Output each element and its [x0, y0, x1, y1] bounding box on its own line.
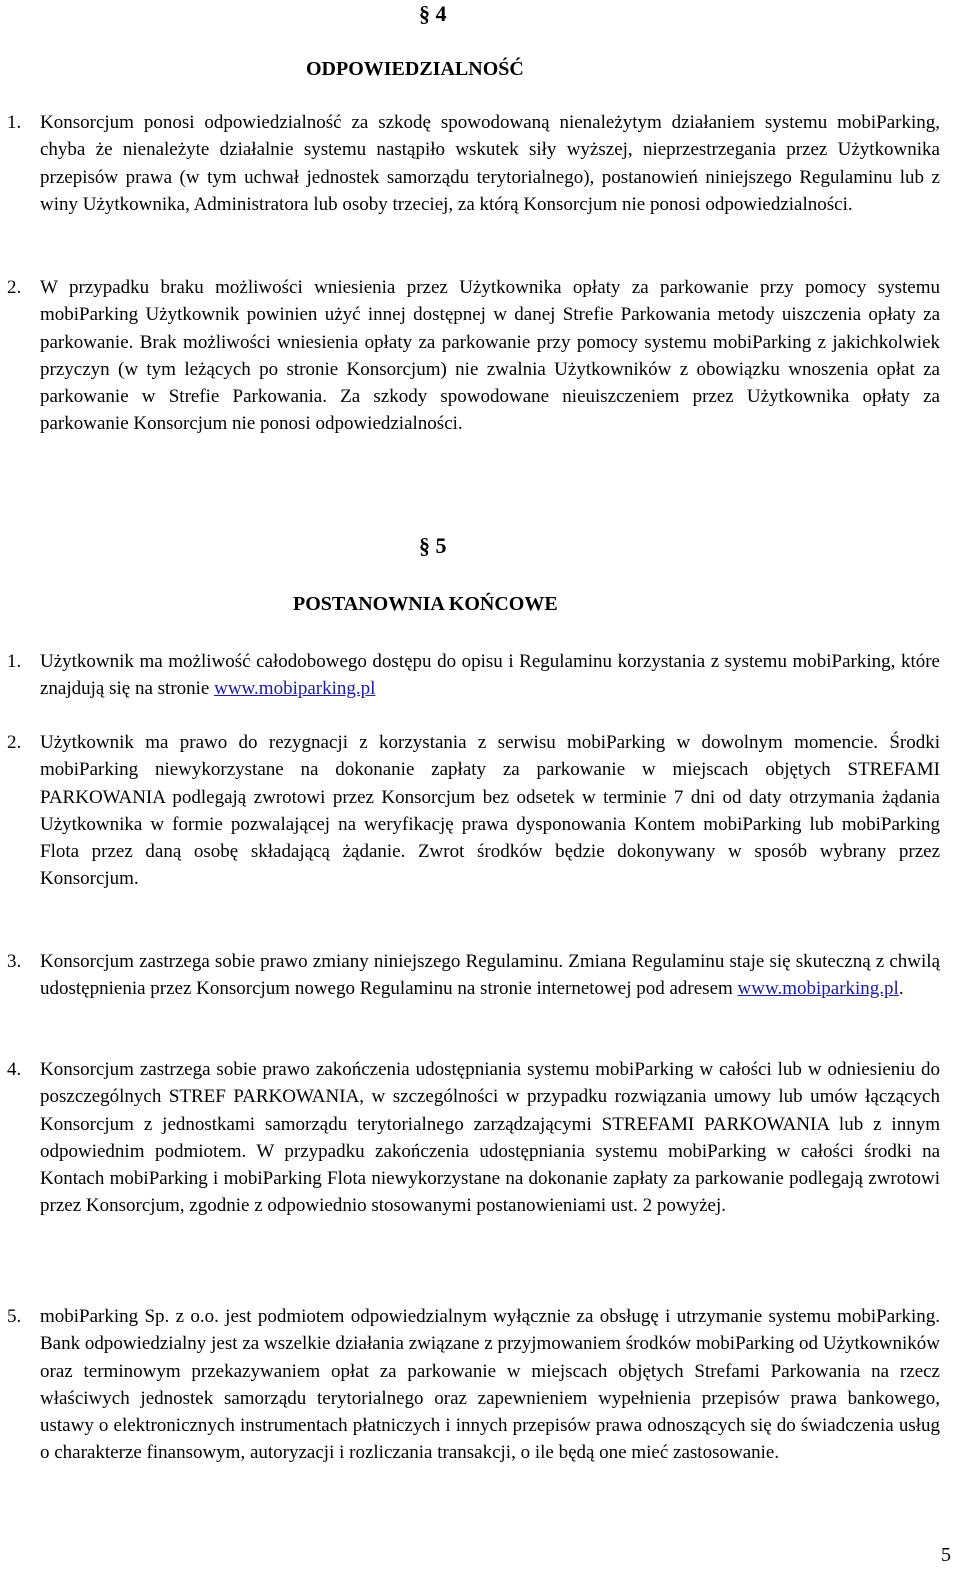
item-text-part: Użytkownik ma możliwość całodobowego dostępu do opisu i Regulaminu korzystania z systemu mobiParking, które znajdują się na stronie — [40, 651, 940, 700]
item-text: Konsorcjum ponosi odpowiedzialność za szkodę spowodowaną nienależytym działaniem systemu mobiParking, chyba że nienależyte działalnie systemu nastąpiło wskutek siły wyższej, nieprzestrzegania przez Użytkownika przepisów prawa (w tym uchwał jednostek samorządu terytorialnego), postanowień niniejszego Regulaminu lub z winy Użytkownika, Administratora lub osoby trzeciej, za którą Konsorcjum nie ponosi odpowiedzialności. — [40, 112, 940, 215]
item-number: 2. — [7, 277, 22, 298]
item-number: 1. — [7, 112, 22, 133]
page-number: 5 — [941, 1544, 951, 1566]
item-number: 2. — [7, 732, 22, 753]
item-text: mobiParking Sp. z o.o. jest podmiotem odpowiedzialnym wyłącznie za obsługę i utrzymanie systemu mobiParking. Bank odpowiedzialny jest za wszelkie działania związane z przyjmowaniem środków mobiParking od Użytkowników oraz terminowym przekazywaniem opłat za parkowanie w miejscach objętych Strefami Parkowania na rzecz właściwych jednostek samorządu terytorialnego oraz zapewnieniem wypełnienia przepisów prawa bankowego, ustawy o elektronicznych instrumentach płatniczych i innych przepisów prawa odnoszących się do świadczenia usług o charakterze finansowym, autoryzacji i rozliczania transakcji, o ile będą one mieć zastosowanie. — [40, 1306, 940, 1464]
item-text — [40, 948, 940, 1003]
item-text: Użytkownik ma prawo do rezygnacji z korzystania z serwisu mobiParking w dowolnym momencie. Środki mobiParking niewykorzystane na dokonanie zapłaty za parkowanie w miejscach objętych STREFAMI PARKOWANIA podlegają zwrotowi przez Konsorcjum bez odsetek w terminie 7 dni od daty otrzymania żądania Użytkownika w formie pozwalającej na weryfikację prawa dysponowania Kontem mobiParking lub mobiParking Flota przez daną osobę składającą żądanie. Zwrot środków będzie dokonywany w sposób wybrany przez Konsorcjum. — [40, 732, 940, 890]
item-text — [40, 648, 940, 703]
item-number: 4. — [7, 1059, 22, 1080]
item-text: W przypadku braku możliwości wniesienia przez Użytkownika opłaty za parkowanie przy pomocy systemu mobiParking Użytkownik powinien użyć innej dostępnej w danej Strefie Parkowania metody uiszczenia opłaty za parkowanie. Brak możliwości wniesienia opłaty za parkowanie przy pomocy systemu mobiParking z jakichkolwiek przyczyn (w tym leżących po stronie Konsorcjum) nie zwalnia Użytkowników z obowiązku wnoszenia opłat za parkowanie w Strefie Parkowania. Za szkody spowodowane nieuiszczeniem przez Użytkownika opłaty za parkowanie Konsorcjum nie ponosi odpowiedzialności. — [40, 277, 940, 435]
item-number: 1. — [7, 651, 22, 672]
item-text: Konsorcjum zastrzega sobie prawo zakończenia udostępniania systemu mobiParking w całości lub w odniesieniu do poszczególnych STREF PARKOWANIA, w szczególności w przypadku rozwiązania umowy lub umów łączących Konsorcjum z jednostkami samorządu terytorialnego zarządzającymi STREFAMI PARKOWANIA lub z innym odpowiednim podmiotem. W przypadku zakończenia udostępniania systemu mobiParking w całości środki na Kontach mobiParking i mobiParking Flota niewykorzystane na dokonanie zapłaty za parkowanie podlegają zwrotowi przez Konsorcjum, zgodnie z odpowiednio stosowanymi postanowieniami ust. 2 powyżej. — [40, 1059, 940, 1217]
section-4-title: ODPOWIEDZIALNOŚĆ — [306, 58, 524, 80]
section-5-title: POSTANOWNIA KOŃCOWE — [293, 593, 558, 615]
section-5-mark: § 5 — [419, 533, 447, 558]
item-number: 3. — [7, 951, 22, 972]
item-text-part: . — [898, 978, 904, 1000]
section-4-mark: § 4 — [419, 1, 447, 26]
item-text-part: Konsorcjum zastrzega sobie prawo zmiany niniejszego Regulaminu. Zmiana Regulaminu staje się skuteczną z chwilą udostępnienia przez Konsorcjum nowego Regulaminu na stronie internetowej pod adresem — [40, 951, 940, 1000]
website-link[interactable]: www.mobiparking.pl — [214, 678, 376, 700]
website-link[interactable]: www.mobiparking.pl — [737, 978, 899, 1000]
item-number: 5. — [7, 1306, 22, 1327]
